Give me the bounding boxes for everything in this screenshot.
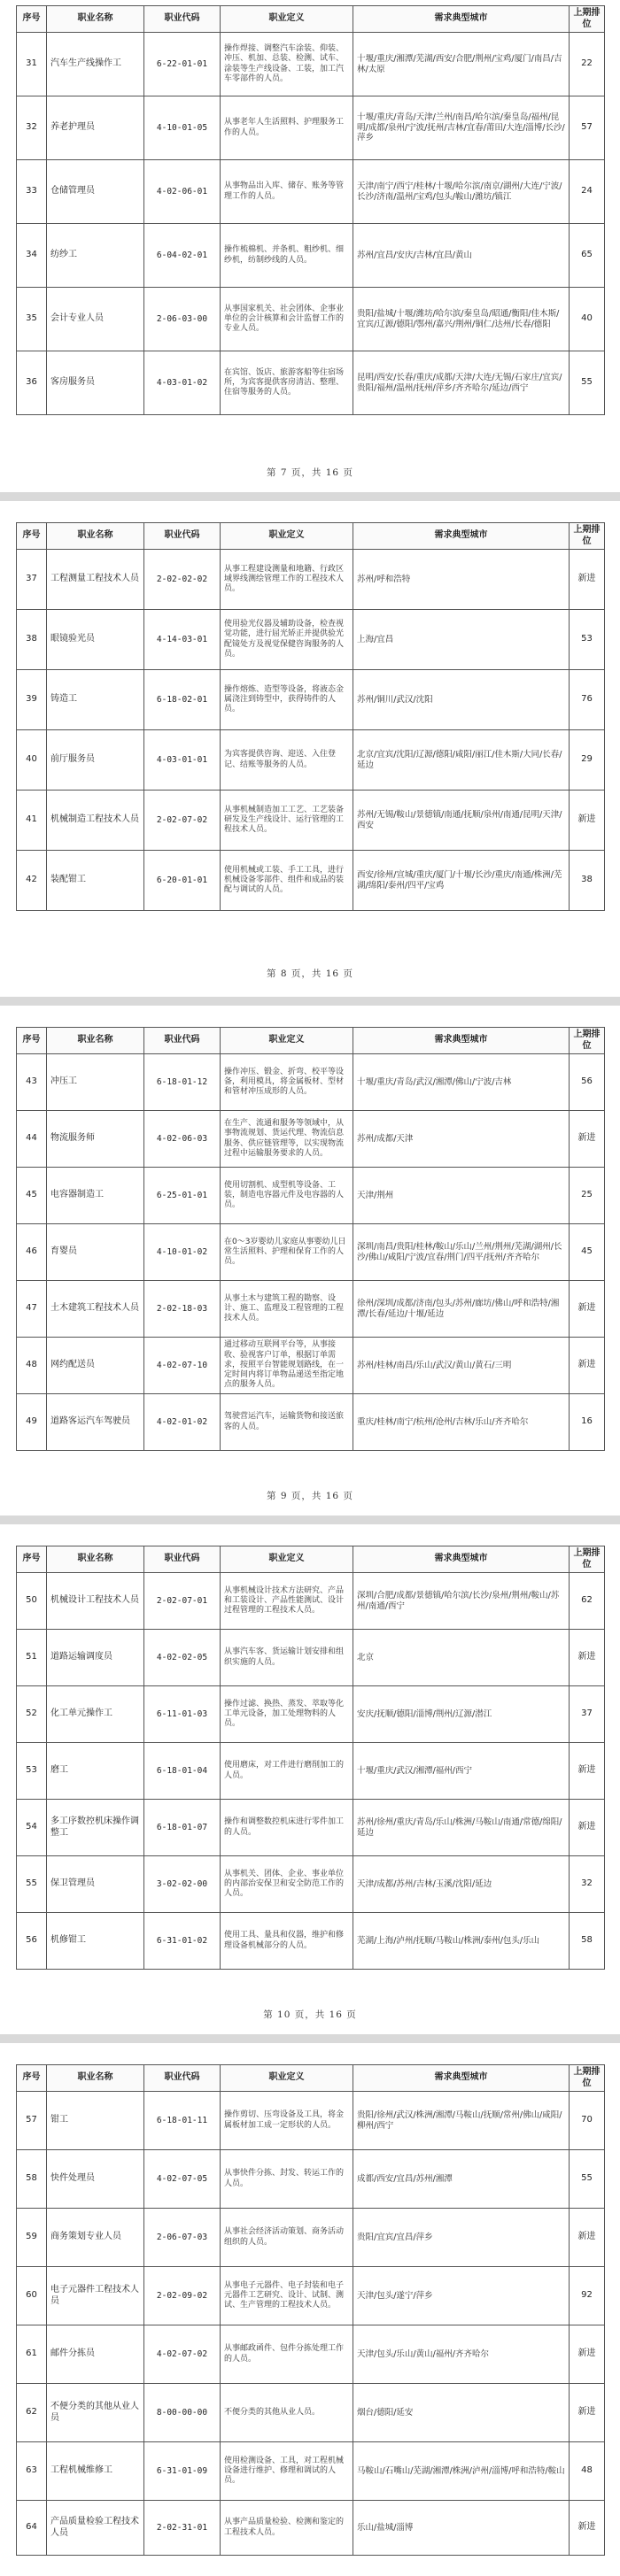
occupation-definition: 从事邮政函件、包件分拣处理工作的人员。 — [221, 2325, 353, 2384]
occupation-name: 仓储管理员 — [47, 160, 144, 224]
header-rank: 上期排位 — [570, 523, 605, 550]
previous-rank: 新进 — [570, 1281, 605, 1338]
table-header-row — [17, 6, 605, 33]
demand-cities: 苏州/徐州/重庆/青岛/乐山/株洲/马鞍山/南通/常德/绵阳/延边 — [353, 1800, 570, 1856]
row-number: 59 — [17, 2209, 47, 2267]
demand-cities: 重庆/桂林/南宁/杭州/沧州/吉林/乐山/齐齐哈尔 — [353, 1394, 570, 1451]
row-number: 44 — [17, 1111, 47, 1168]
table-row — [17, 2267, 605, 2325]
occupation-code: 4-03-01-02 — [144, 351, 221, 415]
page-footer: 第 9 页，共 16 页 — [267, 1491, 353, 1501]
occupation-name: 产品质量检验工程技术人员 — [47, 2501, 144, 2556]
table-row — [17, 1856, 605, 1913]
occupation-code: 6-25-01-01 — [144, 1168, 221, 1224]
table-row — [17, 1054, 605, 1111]
row-number: 54 — [17, 1800, 47, 1856]
occupation-definition: 操作冲压、锻金、折弯、校平等设备，利用模具，将金属板材、型材和管材冲压成形的人员。 — [221, 1054, 353, 1111]
occupation-name: 邮件分拣员 — [47, 2325, 144, 2384]
row-number: 46 — [17, 1224, 47, 1281]
occupation-definition: 从事工程建设测量和地籍、行政区域界线测绘管理工作的工程技术人员。 — [221, 550, 353, 610]
occupation-name: 道路客运汽车驾驶员 — [47, 1394, 144, 1451]
table-row — [17, 351, 605, 415]
previous-rank: 56 — [570, 1054, 605, 1111]
occupation-name: 铸造工 — [47, 670, 144, 730]
previous-rank: 新进 — [570, 2384, 605, 2442]
table-row — [17, 1394, 605, 1451]
previous-rank: 新进 — [570, 2501, 605, 2556]
row-number: 63 — [17, 2442, 47, 2501]
occupation-code: 2-02-31-01 — [144, 2501, 221, 2556]
table-row — [17, 1800, 605, 1856]
table-row — [17, 2150, 605, 2209]
page-footer: 第 10 页，共 16 页 — [263, 2009, 357, 2020]
page-9 — [0, 1006, 620, 1516]
row-number: 41 — [17, 791, 47, 851]
header-rank: 上期排位 — [570, 1028, 605, 1054]
previous-rank: 32 — [570, 1856, 605, 1913]
occupation-code: 4-02-07-10 — [144, 1338, 221, 1394]
occupation-code: 6-31-01-02 — [144, 1913, 221, 1970]
occupation-code: 6-31-01-09 — [144, 2442, 221, 2501]
table-header-row — [17, 2065, 605, 2092]
table-header-row — [17, 523, 605, 550]
occupation-name: 电子元器件工程技术人员 — [47, 2267, 144, 2325]
demand-cities: 贵阳/徐州/武汉/株洲/湘潭/马鞍山/抚顺/常州/佛山/咸阳/柳州/西宁 — [353, 2092, 570, 2150]
occupation-definition: 使用磨床，对工件进行磨削加工的人员。 — [221, 1743, 353, 1800]
row-number: 58 — [17, 2150, 47, 2209]
previous-rank: 新进 — [570, 1630, 605, 1686]
row-number: 57 — [17, 2092, 47, 2150]
occupation-name: 育婴员 — [47, 1224, 144, 1281]
header-no: 序号 — [17, 2065, 47, 2092]
header-cities: 需求典型城市 — [353, 1028, 570, 1054]
row-number: 52 — [17, 1686, 47, 1743]
table-row — [17, 1743, 605, 1800]
occupation-name: 化工单元操作工 — [47, 1686, 144, 1743]
demand-cities: 苏州/成都/天津 — [353, 1111, 570, 1168]
occupation-code: 8-00-00-00 — [144, 2384, 221, 2442]
header-cities: 需求典型城市 — [353, 1546, 570, 1573]
demand-cities: 天津/南宁/西宁/桂林/十堰/哈尔滨/南京/湖州/大连/宁波/长沙/济南/温州/宝鸡/包头/鞍山/潍坊/镇江 — [353, 160, 570, 224]
occupation-code: 4-10-01-02 — [144, 1224, 221, 1281]
table-row — [17, 1338, 605, 1394]
occupation-code: 6-11-01-03 — [144, 1686, 221, 1743]
occupation-name: 工程机械维修工 — [47, 2442, 144, 2501]
demand-cities: 十堰/重庆/青岛/武汉/湘潭/佛山/宁波/吉林 — [353, 1054, 570, 1111]
page-10 — [0, 1524, 620, 2034]
demand-cities: 北京 — [353, 1630, 570, 1686]
occupation-definition: 使用检测设备、工具，对工程机械设备进行维护、修理和调试的人员。 — [221, 2442, 353, 2501]
occupation-name: 钳工 — [47, 2092, 144, 2150]
header-name: 职业名称 — [47, 1028, 144, 1054]
row-number: 38 — [17, 610, 47, 670]
table-row — [17, 1111, 605, 1168]
row-number: 56 — [17, 1913, 47, 1970]
row-number: 49 — [17, 1394, 47, 1451]
header-name: 职业名称 — [47, 1546, 144, 1573]
occupation-definition: 从事机械制造加工工艺、工艺装备研发及生产线设计、运行管理的工程技术人员。 — [221, 791, 353, 851]
demand-cities: 苏州/呼和浩特 — [353, 550, 570, 610]
occupation-definition: 从事机关、团体、企业、事业单位的内部治安保卫和安全防范工作的人员。 — [221, 1856, 353, 1913]
occupation-definition: 从事国家机关、社会团体、企事业单位的会计核算和会计监督工作的专业人员。 — [221, 288, 353, 351]
row-number: 48 — [17, 1338, 47, 1394]
previous-rank: 76 — [570, 670, 605, 730]
occupation-name: 装配钳工 — [47, 851, 144, 911]
occupation-definition: 使用机械或工装、手工工具，进行机械设备零部件、组件和成品的装配与调试的人员。 — [221, 851, 353, 911]
table-header-row — [17, 1028, 605, 1054]
table-row — [17, 1686, 605, 1743]
table-row — [17, 1913, 605, 1970]
demand-cities: 安庆/抚顺/德阳/淄博/荆州/辽源/潜江 — [353, 1686, 570, 1743]
previous-rank: 24 — [570, 160, 605, 224]
occupation-table — [16, 2064, 605, 2556]
occupation-name: 物流服务师 — [47, 1111, 144, 1168]
previous-rank: 65 — [570, 224, 605, 288]
occupation-code: 6-18-02-01 — [144, 670, 221, 730]
occupation-definition: 操作梳棉机、并条机、粗纱机、细纱机，纺制纱线的人员。 — [221, 224, 353, 288]
occupation-code: 6-18-01-07 — [144, 1800, 221, 1856]
occupation-definition: 为宾客提供咨询、迎送、入住登记、结账等服务的人员。 — [221, 730, 353, 791]
header-cities: 需求典型城市 — [353, 523, 570, 550]
occupation-name: 会计专业人员 — [47, 288, 144, 351]
occupation-name: 前厅服务员 — [47, 730, 144, 791]
row-number: 42 — [17, 851, 47, 911]
occupation-code: 6-18-01-11 — [144, 2092, 221, 2150]
header-name: 职业名称 — [47, 6, 144, 33]
page-8 — [0, 501, 620, 997]
row-number: 60 — [17, 2267, 47, 2325]
demand-cities: 上海/宜昌 — [353, 610, 570, 670]
table-row — [17, 160, 605, 224]
demand-cities: 贵阳/宜宾/宜昌/萍乡 — [353, 2209, 570, 2267]
row-number: 37 — [17, 550, 47, 610]
table-row — [17, 224, 605, 288]
occupation-name: 工程测量工程技术人员 — [47, 550, 144, 610]
occupation-name: 多工序数控机床操作调整工 — [47, 1800, 144, 1856]
table-row — [17, 1573, 605, 1630]
occupation-code: 4-03-01-01 — [144, 730, 221, 791]
header-code: 职业代码 — [144, 523, 221, 550]
header-def: 职业定义 — [221, 1028, 353, 1054]
occupation-code: 4-02-06-01 — [144, 160, 221, 224]
table-row — [17, 2442, 605, 2501]
demand-cities: 乐山/盐城/淄博 — [353, 2501, 570, 2556]
previous-rank: 58 — [570, 1913, 605, 1970]
occupation-definition: 在0～3岁婴幼儿家庭从事婴幼儿日常生活照料、护理和保育工作的人员。 — [221, 1224, 353, 1281]
table-row — [17, 2384, 605, 2442]
occupation-code: 4-02-06-03 — [144, 1111, 221, 1168]
occupation-code: 6-20-01-01 — [144, 851, 221, 911]
row-number: 47 — [17, 1281, 47, 1338]
previous-rank: 16 — [570, 1394, 605, 1451]
previous-rank: 37 — [570, 1686, 605, 1743]
header-code: 职业代码 — [144, 2065, 221, 2092]
occupation-definition: 从事快件分拣、封发、转运工作的人员。 — [221, 2150, 353, 2209]
occupation-definition: 使用验光仪器及辅助设备，检查视觉功能，进行屈光矫正并提供验光配镜处方及视觉保健咨询服务的人员。 — [221, 610, 353, 670]
header-code: 职业代码 — [144, 1546, 221, 1573]
demand-cities: 贵阳/盐城/十堰/潍坊/哈尔滨/秦皇岛/昭通/衡阳/佳木斯/宜宾/辽源/德阳/鄂州/嘉兴/荆州/铜仁/达州/长春/德阳 — [353, 288, 570, 351]
table-row — [17, 670, 605, 730]
occupation-code: 4-02-02-05 — [144, 1630, 221, 1686]
table-row — [17, 288, 605, 351]
row-number: 40 — [17, 730, 47, 791]
header-no: 序号 — [17, 1546, 47, 1573]
previous-rank: 55 — [570, 2150, 605, 2209]
occupation-name: 道路运输调度员 — [47, 1630, 144, 1686]
demand-cities: 深圳/南昌/贵阳/桂林/鞍山/乐山/兰州/荆州/芜湖/湖州/长沙/佛山/咸阳/宁波/宜春/荆门/四平/抚州/齐齐哈尔 — [353, 1224, 570, 1281]
occupation-definition: 操作剪切、压弯设备及工具，将金属板材加工成一定形状的人员。 — [221, 2092, 353, 2150]
previous-rank: 92 — [570, 2267, 605, 2325]
occupation-definition: 从事社会经济活动策划、商务活动组织的人员。 — [221, 2209, 353, 2267]
row-number: 64 — [17, 2501, 47, 2556]
occupation-definition: 从事汽车客、货运输计划安排和组织实施的人员。 — [221, 1630, 353, 1686]
demand-cities: 苏州/宜昌/安庆/吉林/宜昌/黄山 — [353, 224, 570, 288]
occupation-name: 冲压工 — [47, 1054, 144, 1111]
occupation-code: 2-02-07-01 — [144, 1573, 221, 1630]
row-number: 36 — [17, 351, 47, 415]
row-number: 45 — [17, 1168, 47, 1224]
demand-cities: 苏州/铜川/武汉/沈阳 — [353, 670, 570, 730]
row-number: 50 — [17, 1573, 47, 1630]
row-number: 31 — [17, 33, 47, 96]
table-row — [17, 33, 605, 96]
header-cities: 需求典型城市 — [353, 6, 570, 33]
occupation-definition: 从事机械设计技术方法研究、产品和工装设计、产品性能测试、设计过程管理的工程技术人员。 — [221, 1573, 353, 1630]
occupation-code: 4-02-01-02 — [144, 1394, 221, 1451]
occupation-definition: 操作焊接、调整汽车涂装、仰装、冲压、机加、总装、检测、试车、涂装等生产线设备、工装，加工汽车零部件的人员。 — [221, 33, 353, 96]
occupation-name: 商务策划专业人员 — [47, 2209, 144, 2267]
demand-cities: 西安/徐州/宣城/重庆/厦门/十堰/长沙/重庆/南通/株洲/芜湖/绵阳/泰州/四平/宝鸡 — [353, 851, 570, 911]
header-rank: 上期排位 — [570, 1546, 605, 1573]
row-number: 43 — [17, 1054, 47, 1111]
occupation-name: 眼镜验光员 — [47, 610, 144, 670]
occupation-code: 2-02-02-02 — [144, 550, 221, 610]
occupation-code: 6-18-01-04 — [144, 1743, 221, 1800]
occupation-definition: 操作过滤、换热、蒸发、萃取等化工单元设备，加工处理物料的人员。 — [221, 1686, 353, 1743]
demand-cities: 芜湖/上海/泸州/抚顺/马鞍山/株洲/泰州/包头/乐山 — [353, 1913, 570, 1970]
table-row — [17, 2325, 605, 2384]
occupation-definition: 从事老年人生活照料、护理服务工作的人员。 — [221, 96, 353, 160]
header-code: 职业代码 — [144, 1028, 221, 1054]
occupation-code: 4-02-07-02 — [144, 2325, 221, 2384]
occupation-code: 2-06-03-00 — [144, 288, 221, 351]
occupation-code: 6-04-02-01 — [144, 224, 221, 288]
row-number: 55 — [17, 1856, 47, 1913]
occupation-definition: 不便分类的其他从业人员。 — [221, 2384, 353, 2442]
header-code: 职业代码 — [144, 6, 221, 33]
table-row — [17, 1281, 605, 1338]
header-rank: 上期排位 — [570, 2065, 605, 2092]
occupation-name: 不便分类的其他从业人员 — [47, 2384, 144, 2442]
demand-cities: 深圳/合肥/成都/景德镇/哈尔滨/长沙/泉州/荆州/鞍山/苏州/南通/西宁 — [353, 1573, 570, 1630]
demand-cities: 昆明/西安/长春/重庆/成都/天津/大连/无锡/石家庄/宜宾/贵阳/福州/温州/抚州/萍乡/齐齐哈尔/延边/西宁 — [353, 351, 570, 415]
demand-cities: 天津/成都/苏州/吉林/玉溪/沈阳/延边 — [353, 1856, 570, 1913]
demand-cities: 苏州/桂林/南昌/乐山/武汉/黄山/黄石/三明 — [353, 1338, 570, 1394]
occupation-table — [16, 5, 605, 415]
occupation-definition: 通过移动互联网平台等，从事接收、验视客户订单，根据订单需求，按照平台智能规划路线，在一定时间内将订单物品递送至指定地点的服务人员。 — [221, 1338, 353, 1394]
table-row — [17, 96, 605, 160]
row-number: 34 — [17, 224, 47, 288]
header-no: 序号 — [17, 1028, 47, 1054]
header-no: 序号 — [17, 523, 47, 550]
header-cities: 需求典型城市 — [353, 2065, 570, 2092]
occupation-code: 4-10-01-05 — [144, 96, 221, 160]
row-number: 61 — [17, 2325, 47, 2384]
row-number: 39 — [17, 670, 47, 730]
occupation-definition: 从事土木与建筑工程的勘察、设计、施工、监理及工程管理的工程技术人员。 — [221, 1281, 353, 1338]
occupation-code: 6-22-01-01 — [144, 33, 221, 96]
occupation-code: 2-02-07-02 — [144, 791, 221, 851]
demand-cities: 天津/荆州 — [353, 1168, 570, 1224]
occupation-definition: 在宾馆、饭店、旅游客船等住宿场所，为宾客提供客房清洁、整理、住宿等服务的人员。 — [221, 351, 353, 415]
previous-rank: 29 — [570, 730, 605, 791]
occupation-definition: 使用工具、量具和仪器，维护和修理设备机械部分的人员。 — [221, 1913, 353, 1970]
previous-rank: 新进 — [570, 1743, 605, 1800]
occupation-name: 汽车生产线操作工 — [47, 33, 144, 96]
occupation-definition: 使用切割机、成型机等设备、工装，制造电容器元件及电容器的人员。 — [221, 1168, 353, 1224]
occupation-name: 纺纱工 — [47, 224, 144, 288]
occupation-table — [16, 1546, 605, 1970]
occupation-name: 土木建筑工程技术人员 — [47, 1281, 144, 1338]
occupation-name: 机械设计工程技术人员 — [47, 1573, 144, 1630]
header-def: 职业定义 — [221, 1546, 353, 1573]
row-number: 53 — [17, 1743, 47, 1800]
previous-rank: 新进 — [570, 550, 605, 610]
demand-cities: 十堰/重庆/青岛/天津/兰州/南昌/哈尔滨/秦皇岛/福州/昆明/成都/泉州/宁波/抚州/吉林/宜春/莆田/大连/淄博/长沙/萍乡 — [353, 96, 570, 160]
previous-rank: 70 — [570, 2092, 605, 2150]
row-number: 62 — [17, 2384, 47, 2442]
page-7 — [0, 0, 620, 492]
previous-rank: 新进 — [570, 1111, 605, 1168]
occupation-code: 6-18-01-12 — [144, 1054, 221, 1111]
demand-cities: 徐州/深圳/成都/济南/包头/苏州/廊坊/佛山/呼和浩特/湘潭/长春/延边/十堰/延边 — [353, 1281, 570, 1338]
row-number: 51 — [17, 1630, 47, 1686]
demand-cities: 成都/西安/宜昌/苏州/湘潭 — [353, 2150, 570, 2209]
demand-cities: 十堰/重庆/湘潭/芜湖/西安/合肥/荆州/宝鸡/厦门/南昌/吉林/太原 — [353, 33, 570, 96]
table-row — [17, 851, 605, 911]
previous-rank: 40 — [570, 288, 605, 351]
previous-rank: 57 — [570, 96, 605, 160]
previous-rank: 48 — [570, 2442, 605, 2501]
occupation-name: 保卫管理员 — [47, 1856, 144, 1913]
table-row — [17, 1168, 605, 1224]
occupation-table — [16, 1027, 605, 1451]
occupation-code: 2-02-09-02 — [144, 2267, 221, 2325]
occupation-code: 3-02-02-00 — [144, 1856, 221, 1913]
demand-cities: 马鞍山/石嘴山/芜湖/湘潭/株洲/泸州/淄博/呼和浩特/鞍山 — [353, 2442, 570, 2501]
occupation-definition: 从事物品出入库、储存、账务等管理工作的人员。 — [221, 160, 353, 224]
occupation-code: 4-02-07-05 — [144, 2150, 221, 2209]
previous-rank: 53 — [570, 610, 605, 670]
occupation-name: 机修钳工 — [47, 1913, 144, 1970]
table-header-row — [17, 1546, 605, 1573]
row-number: 35 — [17, 288, 47, 351]
demand-cities: 北京/宜宾/沈阳/辽源/德阳/咸阳/丽江/佳木斯/大同/长春/延边 — [353, 730, 570, 791]
previous-rank: 38 — [570, 851, 605, 911]
previous-rank: 45 — [570, 1224, 605, 1281]
page-footer: 第 7 页，共 16 页 — [267, 467, 353, 478]
previous-rank: 新进 — [570, 2325, 605, 2384]
demand-cities: 十堰/重庆/武汉/湘潭/福州/西宁 — [353, 1743, 570, 1800]
page-footer: 第 8 页，共 16 页 — [267, 968, 353, 979]
table-row — [17, 2209, 605, 2267]
demand-cities: 烟台/德阳/延安 — [353, 2384, 570, 2442]
header-def: 职业定义 — [221, 6, 353, 33]
previous-rank: 新进 — [570, 1800, 605, 1856]
table-row — [17, 2092, 605, 2150]
previous-rank: 22 — [570, 33, 605, 96]
row-number: 33 — [17, 160, 47, 224]
previous-rank: 25 — [570, 1168, 605, 1224]
table-row — [17, 610, 605, 670]
occupation-name: 养老护理员 — [47, 96, 144, 160]
occupation-code: 4-14-03-01 — [144, 610, 221, 670]
page-11 — [0, 2043, 620, 2576]
occupation-name: 网约配送员 — [47, 1338, 144, 1394]
previous-rank: 新进 — [570, 1338, 605, 1394]
occupation-table — [16, 522, 605, 911]
header-def: 职业定义 — [221, 2065, 353, 2092]
header-def: 职业定义 — [221, 523, 353, 550]
previous-rank: 新进 — [570, 791, 605, 851]
table-row — [17, 730, 605, 791]
table-row — [17, 1630, 605, 1686]
previous-rank: 55 — [570, 351, 605, 415]
occupation-code: 2-06-07-03 — [144, 2209, 221, 2267]
occupation-name: 机械制造工程技术人员 — [47, 791, 144, 851]
occupation-name: 快件处理员 — [47, 2150, 144, 2209]
occupation-definition: 从事产品质量检验、检测和鉴定的工程技术人员。 — [221, 2501, 353, 2556]
previous-rank: 62 — [570, 1573, 605, 1630]
occupation-definition: 操作和调整数控机床进行零件加工的人员。 — [221, 1800, 353, 1856]
occupation-definition: 驾驶营运汽车，运输货物和接送旅客的人员。 — [221, 1394, 353, 1451]
table-row — [17, 791, 605, 851]
header-name: 职业名称 — [47, 523, 144, 550]
occupation-code: 2-02-18-03 — [144, 1281, 221, 1338]
occupation-definition: 在生产、流通和服务等领域中，从事物流规划、货运代理、物流信息服务、供应链管理等，以实现物流过程中运输服务要求的人员。 — [221, 1111, 353, 1168]
occupation-definition: 操作熔炼、造型等设备，将液态金属浇注到铸型中，获得铸件的人员。 — [221, 670, 353, 730]
header-no: 序号 — [17, 6, 47, 33]
demand-cities: 天津/包头/遂宁/萍乡 — [353, 2267, 570, 2325]
demand-cities: 苏州/无锡/鞍山/景德镇/南通/抚顺/泉州/南通/昆明/天津/西安 — [353, 791, 570, 851]
occupation-name: 电容器制造工 — [47, 1168, 144, 1224]
occupation-name: 磨工 — [47, 1743, 144, 1800]
row-number: 32 — [17, 96, 47, 160]
occupation-name: 客房服务员 — [47, 351, 144, 415]
header-rank: 上期排位 — [570, 6, 605, 33]
header-name: 职业名称 — [47, 2065, 144, 2092]
previous-rank: 新进 — [570, 2209, 605, 2267]
table-row — [17, 550, 605, 610]
occupation-definition: 从事电子元器件、电子封装和电子元器件工艺研究、设计、试制、测试、生产管理的工程技术人员。 — [221, 2267, 353, 2325]
table-row — [17, 2501, 605, 2556]
table-row — [17, 1224, 605, 1281]
demand-cities: 天津/包头/乐山/黄山/福州/齐齐哈尔 — [353, 2325, 570, 2384]
